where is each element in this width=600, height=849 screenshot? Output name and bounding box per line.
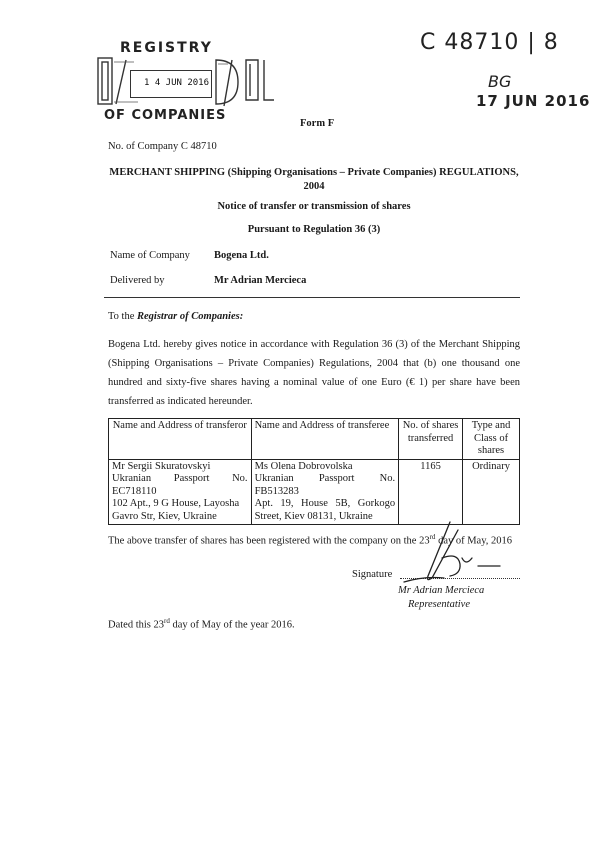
header-share-count: No. of shares transferred	[399, 419, 463, 460]
registry-stamp	[92, 40, 282, 130]
form-label: Form F	[300, 118, 335, 129]
company-name-value: Bogena Ltd.	[214, 250, 269, 261]
company-name-label: Name of Company	[110, 250, 190, 261]
table-row	[109, 459, 520, 525]
share-type: Ordinary	[463, 459, 520, 525]
signatory-name: Mr Adrian Mercieca	[398, 585, 485, 596]
table-header-row	[109, 419, 520, 460]
dated-text-end: day of May of the year 2016.	[169, 619, 295, 631]
registry-date: 17 JUN 2016	[476, 92, 591, 110]
to-registrar	[108, 310, 243, 324]
transferor-passport-number: EC718110	[112, 485, 157, 497]
transferor-address-2: Gavro Str, Kiev, Ukraine	[112, 510, 217, 522]
notice-title: Notice of transfer or transmission of shares	[217, 201, 411, 212]
stamp-date: 1 4 JUN 2016	[144, 78, 210, 88]
header-share-type: Type and Class of shares	[463, 419, 520, 460]
notice-body	[108, 335, 520, 411]
share-count: 1165	[399, 459, 463, 525]
header-transferor: Name and Address of transferor	[109, 419, 252, 460]
body-line: (Shipping Organisations – Private Companies) Regulations, 2004 that (b) one thousand one	[108, 358, 520, 369]
company-number: No. of Company C 48710	[108, 141, 217, 152]
delivered-by-value: Mr Adrian Mercieca	[214, 275, 307, 286]
dated-line	[108, 614, 295, 633]
transferee-address-2: Street, Kiev 08131, Ukraine	[254, 510, 373, 522]
handwritten-initials: BG	[488, 72, 512, 91]
registered-ordinal: rd	[429, 533, 436, 541]
transferee-name: Ms Olena Dobrovolska	[254, 460, 353, 472]
header-transferee: Name and Address of transferee	[251, 419, 399, 460]
delivered-by-label: Delivered by	[110, 275, 165, 286]
transferee-cell	[251, 459, 399, 525]
transferor-cell	[109, 459, 252, 525]
dated-text: Dated this 23	[108, 619, 164, 631]
signature-label: Signature	[352, 569, 393, 580]
body-line: Bogena Ltd. hereby gives notice in accordance with Regulation 36 (3) of the Merchant Shipping	[108, 339, 520, 350]
title-line-1: MERCHANT SHIPPING (Shipping Organisations – Private Companies) REGULATIONS,	[109, 167, 519, 178]
body-line: transferred as indicated hereunder.	[108, 396, 253, 407]
to-registrar-prefix: To the	[108, 311, 138, 322]
registrar-title: Registrar of Companies:	[137, 311, 244, 322]
stamp-bottom-text: OF COMPANIES	[104, 108, 227, 123]
dated-ordinal: rd	[164, 617, 170, 625]
stamp-top-text: REGISTRY	[120, 40, 213, 56]
handwritten-reference: C 48710 | 8	[420, 30, 559, 55]
registered-text-end: day of May, 2016	[435, 535, 513, 547]
title-line-2: 2004	[303, 181, 325, 192]
transferee-passport: Ukranian Passport No.	[254, 473, 396, 484]
transferor-address: 102 Apt., 9 G House, Layosha	[112, 498, 240, 509]
section-divider	[104, 297, 520, 298]
body-line: hundred and sixty-five shares having a nominal value of one Euro (€ 1) per share have been	[108, 377, 520, 388]
transferee-passport-number: FB513283	[254, 485, 299, 497]
registered-text: The above transfer of shares has been registered with the company on the 23	[108, 535, 430, 547]
transferor-passport: Ukranian Passport No.	[112, 473, 248, 484]
pursuant-text: Pursuant to Regulation 36 (3)	[247, 224, 381, 235]
shares-table	[108, 418, 520, 525]
transferee-address: Apt. 19, House 5B, Gorkogo	[254, 498, 396, 509]
transferor-name: Mr Sergii Skuratovskyi	[112, 460, 211, 472]
signatory-role: Representative	[408, 599, 471, 610]
